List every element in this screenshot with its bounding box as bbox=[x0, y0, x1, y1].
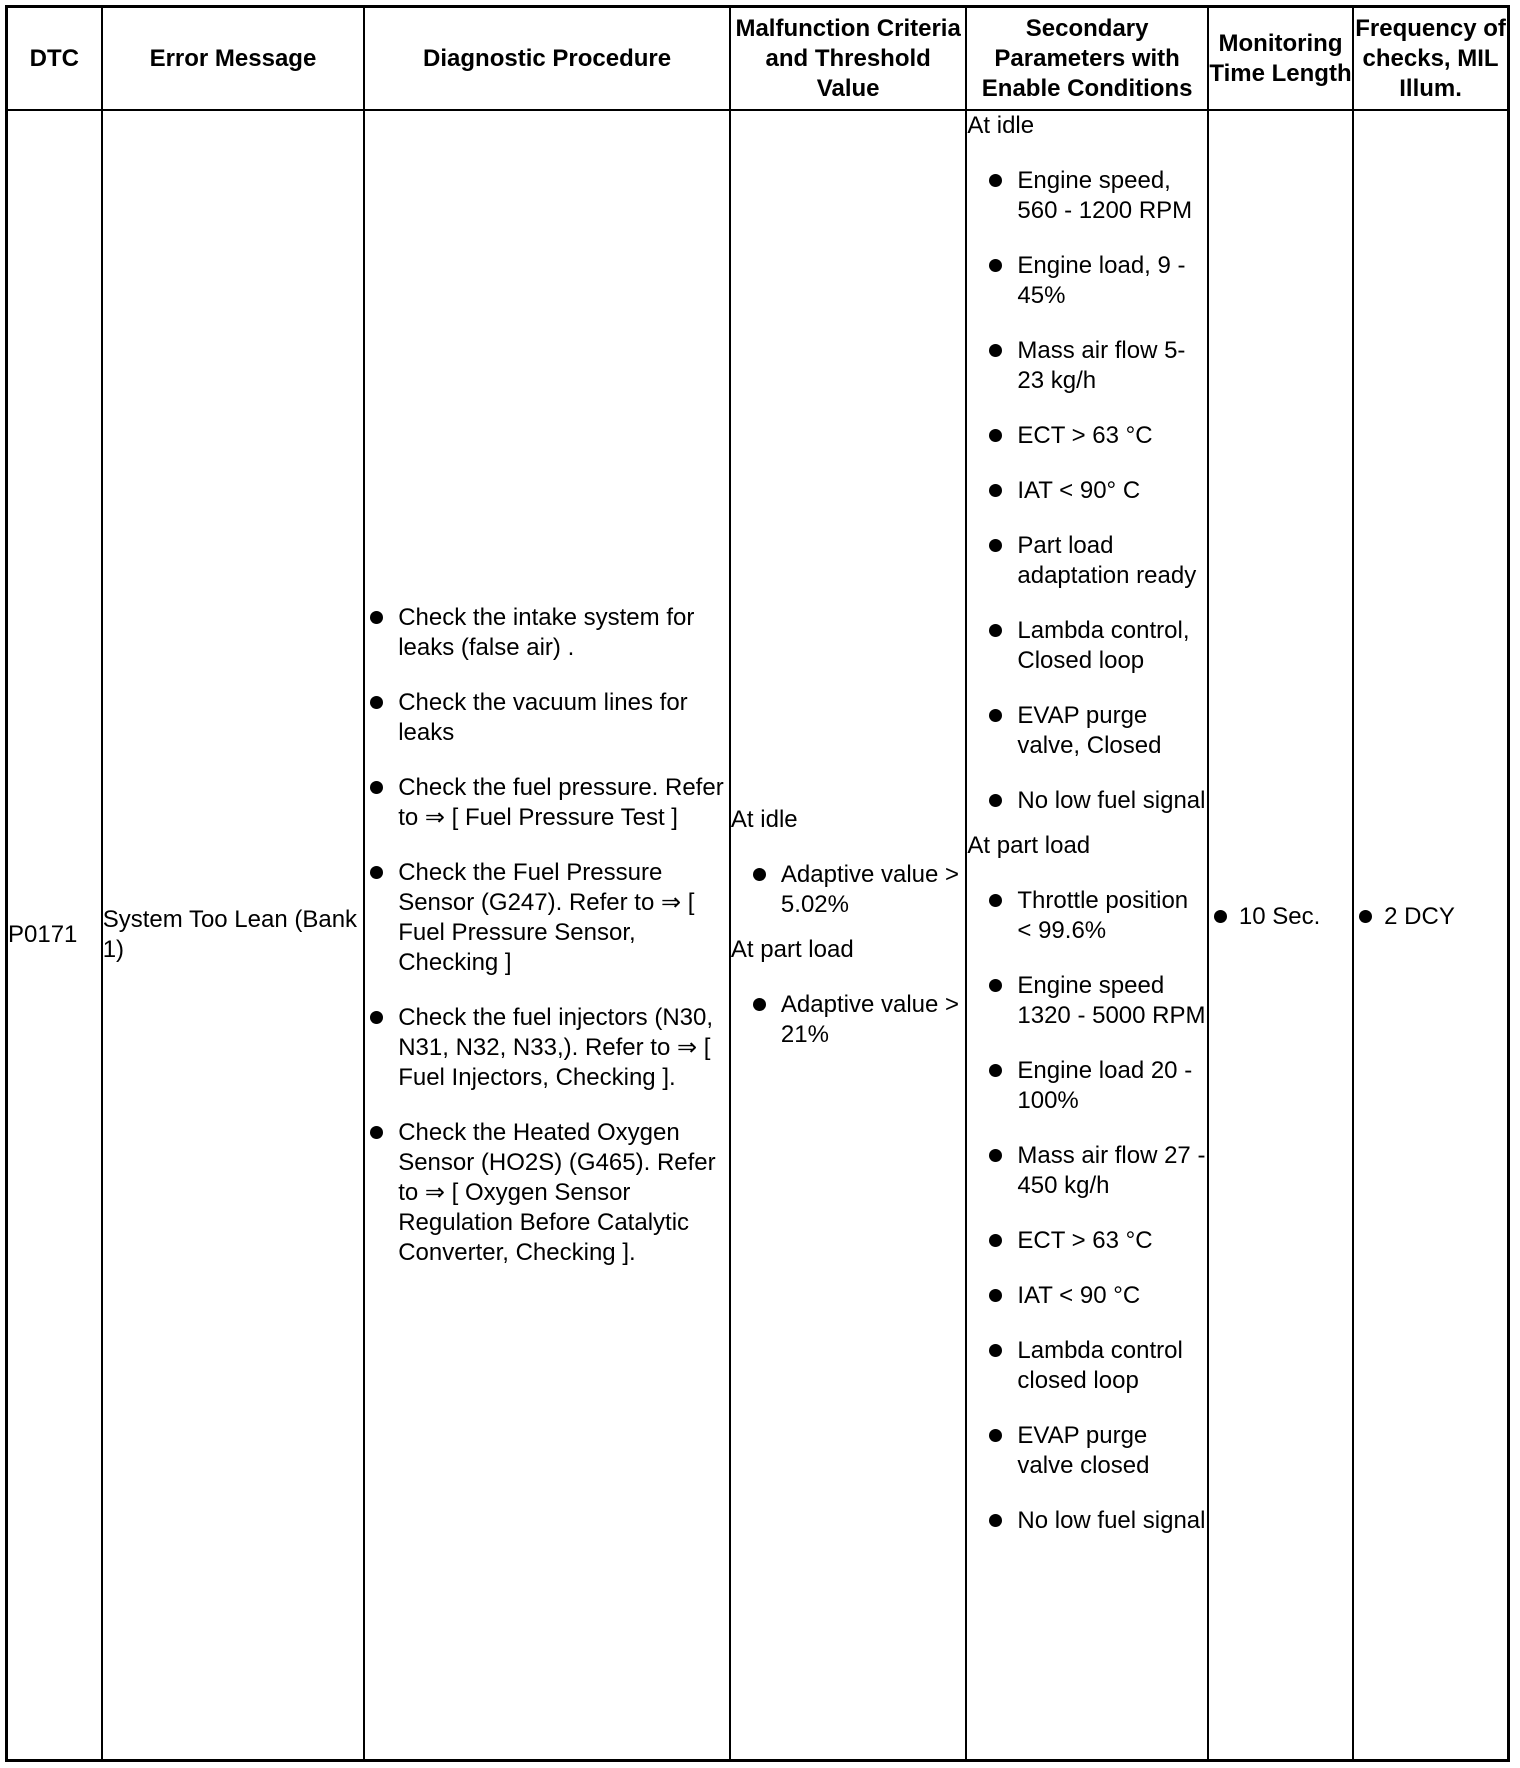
malfunction-criteria-cell bbox=[730, 110, 966, 1761]
header-dtc: DTC bbox=[7, 7, 102, 111]
bullet-icon bbox=[989, 709, 1002, 722]
list-item: Check the fuel injectors (N30, N31, N32, N33,). Refer to ⇒ [ Fuel Injectors, Checking ]. bbox=[365, 1003, 729, 1093]
bullet-icon bbox=[989, 344, 1002, 357]
criteria-idle-list bbox=[748, 860, 965, 920]
bullet-icon bbox=[370, 611, 383, 624]
bullet-icon bbox=[989, 429, 1002, 442]
secondary-part-load-label: At part load bbox=[967, 832, 1091, 859]
header-diagnostic-procedure: Diagnostic Procedure bbox=[364, 7, 730, 111]
list-item: ECT > 63 °C bbox=[984, 421, 1206, 451]
header-row bbox=[7, 7, 1509, 111]
list-item: Mass air flow 5-23 kg/h bbox=[984, 336, 1206, 396]
secondary-parameters-cell bbox=[966, 110, 1207, 1761]
bullet-icon bbox=[370, 696, 383, 709]
monitoring-time-cell bbox=[1208, 110, 1353, 1761]
criteria-part-load-label: At part load bbox=[730, 936, 854, 963]
bullet-icon bbox=[989, 1234, 1002, 1247]
header-monitoring-time: Monitoring Time Length bbox=[1208, 7, 1353, 111]
dtc-code: P0171 bbox=[7, 110, 102, 1761]
bullet-icon bbox=[370, 781, 383, 794]
bullet-icon bbox=[989, 1514, 1002, 1527]
header-error-message: Error Message bbox=[102, 7, 365, 111]
criteria-idle-label: At idle bbox=[730, 806, 798, 833]
procedure-list bbox=[365, 603, 729, 1268]
list-item: No low fuel signal bbox=[984, 1506, 1206, 1536]
list-item: Lambda control, Closed loop bbox=[984, 616, 1206, 676]
bullet-icon bbox=[989, 1064, 1002, 1077]
list-item: Engine speed, 560 - 1200 RPM bbox=[984, 166, 1206, 226]
secondary-idle-list bbox=[984, 166, 1206, 816]
bullet-icon bbox=[989, 1344, 1002, 1357]
header-secondary-parameters: Secondary Parameters with Enable Conditions bbox=[966, 7, 1207, 111]
header-frequency: Frequency of checks, MIL Illum. bbox=[1353, 7, 1508, 111]
bullet-icon bbox=[989, 539, 1002, 552]
list-item: 2 DCY bbox=[1354, 902, 1507, 932]
list-item: Adaptive value > 21% bbox=[748, 990, 965, 1050]
bullet-icon bbox=[1214, 910, 1227, 923]
bullet-icon bbox=[989, 1149, 1002, 1162]
list-item: Part load adaptation ready bbox=[984, 531, 1206, 591]
bullet-icon bbox=[989, 979, 1002, 992]
diagnostic-procedure-cell bbox=[364, 110, 730, 1761]
bullet-icon bbox=[989, 1429, 1002, 1442]
list-item: Adaptive value > 5.02% bbox=[748, 860, 965, 920]
criteria-part-load-list bbox=[748, 990, 965, 1050]
bullet-icon bbox=[989, 894, 1002, 907]
list-item: ECT > 63 °C bbox=[984, 1226, 1206, 1256]
secondary-part-load-list bbox=[984, 886, 1206, 1536]
table-row bbox=[7, 110, 1509, 1761]
error-message: System Too Lean (Bank 1) bbox=[102, 110, 365, 1761]
bullet-icon bbox=[370, 866, 383, 879]
list-item: Check the intake system for leaks (false air) . bbox=[365, 603, 729, 663]
list-item: IAT < 90 °C bbox=[984, 1281, 1206, 1311]
list-item: Check the vacuum lines for leaks bbox=[365, 688, 729, 748]
list-item: Engine load 20 - 100% bbox=[984, 1056, 1206, 1116]
bullet-icon bbox=[1359, 910, 1372, 923]
list-item: Lambda control closed loop bbox=[984, 1336, 1206, 1396]
frequency-cell bbox=[1353, 110, 1508, 1761]
bullet-icon bbox=[989, 794, 1002, 807]
list-item: Throttle position < 99.6% bbox=[984, 886, 1206, 946]
dtc-table bbox=[5, 5, 1510, 1762]
list-item: EVAP purge valve closed bbox=[984, 1421, 1206, 1481]
secondary-idle-label: At idle bbox=[967, 112, 1035, 139]
bullet-icon bbox=[753, 868, 766, 881]
list-item: Check the Heated Oxygen Sensor (HO2S) (G465). Refer to ⇒ [ Oxygen Sensor Regulation Before Catalytic Converter, Checking ]. bbox=[365, 1118, 729, 1268]
list-item: No low fuel signal bbox=[984, 786, 1206, 816]
monitoring-time-list bbox=[1209, 902, 1352, 932]
bullet-icon bbox=[989, 484, 1002, 497]
bullet-icon bbox=[989, 624, 1002, 637]
list-item: IAT < 90° C bbox=[984, 476, 1206, 506]
list-item: Mass air flow 27 - 450 kg/h bbox=[984, 1141, 1206, 1201]
list-item: Engine speed 1320 - 5000 RPM bbox=[984, 971, 1206, 1031]
list-item: 10 Sec. bbox=[1209, 902, 1352, 932]
bullet-icon bbox=[370, 1126, 383, 1139]
frequency-list bbox=[1354, 902, 1507, 932]
bullet-icon bbox=[370, 1011, 383, 1024]
list-item: Check the fuel pressure. Refer to ⇒ [ Fuel Pressure Test ] bbox=[365, 773, 729, 833]
list-item: Engine load, 9 - 45% bbox=[984, 251, 1206, 311]
bullet-icon bbox=[989, 1289, 1002, 1302]
header-malfunction-criteria: Malfunction Criteria and Threshold Value bbox=[730, 7, 966, 111]
list-item: Check the Fuel Pressure Sensor (G247). Refer to ⇒ [ Fuel Pressure Sensor, Checking ] bbox=[365, 858, 729, 978]
bullet-icon bbox=[989, 174, 1002, 187]
bullet-icon bbox=[989, 259, 1002, 272]
list-item: EVAP purge valve, Closed bbox=[984, 701, 1206, 761]
bullet-icon bbox=[753, 998, 766, 1011]
